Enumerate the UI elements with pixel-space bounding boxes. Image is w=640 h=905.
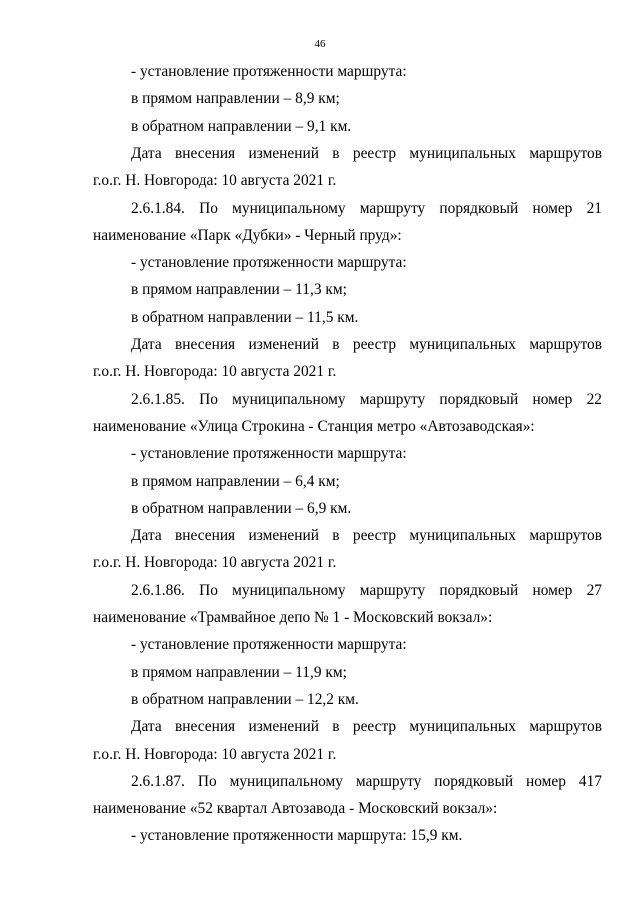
paragraph-continuation-line: г.о.г. Н. Новгорода: 10 августа 2021 г. [93,554,337,572]
text-line: в прямом направлении – 11,3 км; [131,281,347,299]
text-line: - установление протяженности маршрута: [131,636,407,654]
paragraph-continuation-line: наименование «Парк «Дубки» - Черный пруд»: [93,226,402,244]
text-line: в обратном направлении – 9,1 км. [131,117,352,135]
text-line: в обратном направлении – 12,2 км. [131,690,359,708]
page-number: 46 [314,38,326,50]
text-line: - установление протяженности маршрута: [131,445,407,463]
paragraph-continuation-line: г.о.г. Н. Новгорода: 10 августа 2021 г. [93,745,337,763]
text-line: в прямом направлении – 8,9 км; [131,90,340,108]
text-line: в прямом направлении – 6,4 км; [131,472,340,490]
paragraph-first-line: Дата внесения изменений в реестр муниципальных маршрутов [131,336,602,353]
text-line: в прямом направлении – 11,9 км; [131,663,347,681]
paragraph-first-line: 2.6.1.85. По муниципальному маршруту порядковый номер 22 [131,390,602,408]
text-line: - установление протяженности маршрута: [131,63,407,80]
text-line: - установление протяженности маршрута: 15,9 км. [131,827,463,845]
paragraph-first-line: Дата внесения изменений в реестр муниципальных маршрутов [131,527,602,545]
text-line: в обратном направлении – 11,5 км. [131,308,359,326]
paragraph-first-line: Дата внесения изменений в реестр муниципальных маршрутов [131,144,602,162]
text-line: в обратном направлении – 6,9 км. [131,499,352,517]
paragraph-first-line: 2.6.1.86. По муниципальному маршруту порядковый номер 27 [131,581,602,599]
text-line: - установление протяженности маршрута: [131,254,407,272]
paragraph-continuation-line: г.о.г. Н. Новгорода: 10 августа 2021 г. [93,172,337,190]
paragraph-continuation-line: наименование «Трамвайное депо № 1 - Московский вокзал»: [93,609,493,626]
paragraph-first-line: Дата внесения изменений в реестр муниципальных маршрутов [131,718,602,736]
paragraph-first-line: 2.6.1.84. По муниципальному маршруту порядковый номер 21 [131,199,602,217]
paragraph-first-line: 2.6.1.87. По муниципальному маршруту порядковый номер 417 [131,772,602,790]
paragraph-continuation-line: наименование «Улица Строкина - Станция метро «Автозаводская»: [93,417,535,435]
paragraph-continuation-line: наименование «52 квартал Автозавода - Московский вокзал»: [93,800,498,818]
paragraph-continuation-line: г.о.г. Н. Новгорода: 10 августа 2021 г. [93,363,337,381]
